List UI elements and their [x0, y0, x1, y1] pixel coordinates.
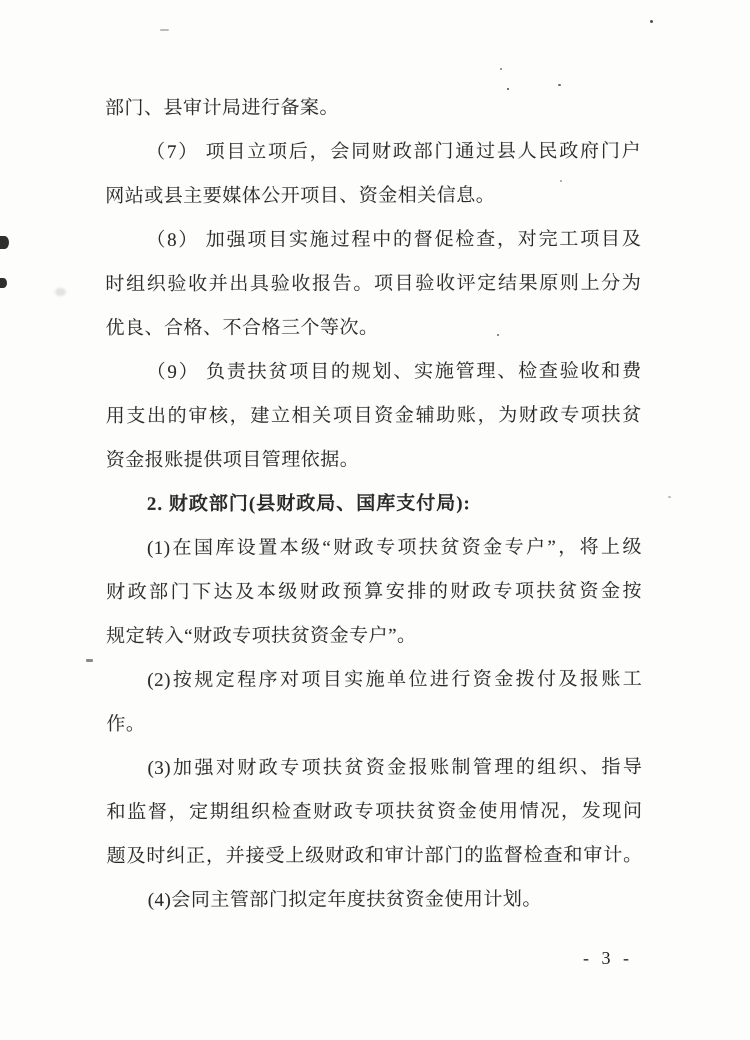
document-body: [105, 86, 643, 923]
text-line: （7） 项目立项后，会同财政部门通过县人民政府门户: [146, 140, 642, 163]
text-line: 资金报账提供项目管理依据。: [105, 449, 360, 471]
text-line: （8） 加强项目实施过程中的督促检查，对完工项目及: [146, 228, 642, 251]
scan-speck: [668, 496, 671, 498]
text-line: 作。: [106, 713, 146, 735]
text-line: 规定转入“财政专项扶贫资金专户”。: [106, 625, 417, 647]
text-line: 用支出的审核，建立相关项目资金辅助账，为财政专项扶贫: [105, 404, 642, 427]
page-number: - 3 -: [583, 948, 633, 968]
text-line: （9） 负责扶贫项目的规划、实施管理、检查验收和费: [146, 360, 642, 383]
text-line: (3)加强对财政专项扶贫资金报账制管理的组织、指导: [147, 756, 643, 779]
text-line: (4)会同主管部门拟定年度扶贫资金使用计划。: [147, 889, 542, 911]
text-line: 优良、合格、不合格三个等次。: [105, 317, 379, 339]
text-line: 时组织验收并出具验收报告。项目验收评定结果原则上分为: [105, 272, 642, 295]
scan-speck: [650, 20, 653, 23]
scan-speck: [160, 29, 169, 31]
scan-speck: [500, 68, 502, 70]
text-line: 网站或县主要媒体公开项目、资金相关信息。: [105, 185, 496, 207]
text-line: (2)按规定程序对项目实施单位进行资金拨付及报账工: [147, 668, 643, 691]
text-line: 2. 财政部门(县财政局、国库支付局):: [146, 493, 471, 515]
scan-edge-mark: [0, 278, 7, 288]
text-line: (1)在国库设置本级“财政专项扶贫资金专户”，将上级: [146, 536, 642, 559]
text-line: 和监督，定期组织检查财政专项扶贫资金使用情况，发现问: [106, 800, 643, 823]
scan-speck: [86, 659, 93, 662]
text-line: 题及时纠正，并接受上级财政和审计部门的监督检查和审计。: [106, 844, 643, 867]
text-line: 部门、县审计局进行备案。: [105, 97, 340, 119]
scan-edge-mark: [0, 236, 9, 249]
scan-smudge: [55, 288, 66, 296]
text-line: 财政部门下达及本级财政预算安排的财政专项扶贫资金按: [106, 580, 643, 603]
